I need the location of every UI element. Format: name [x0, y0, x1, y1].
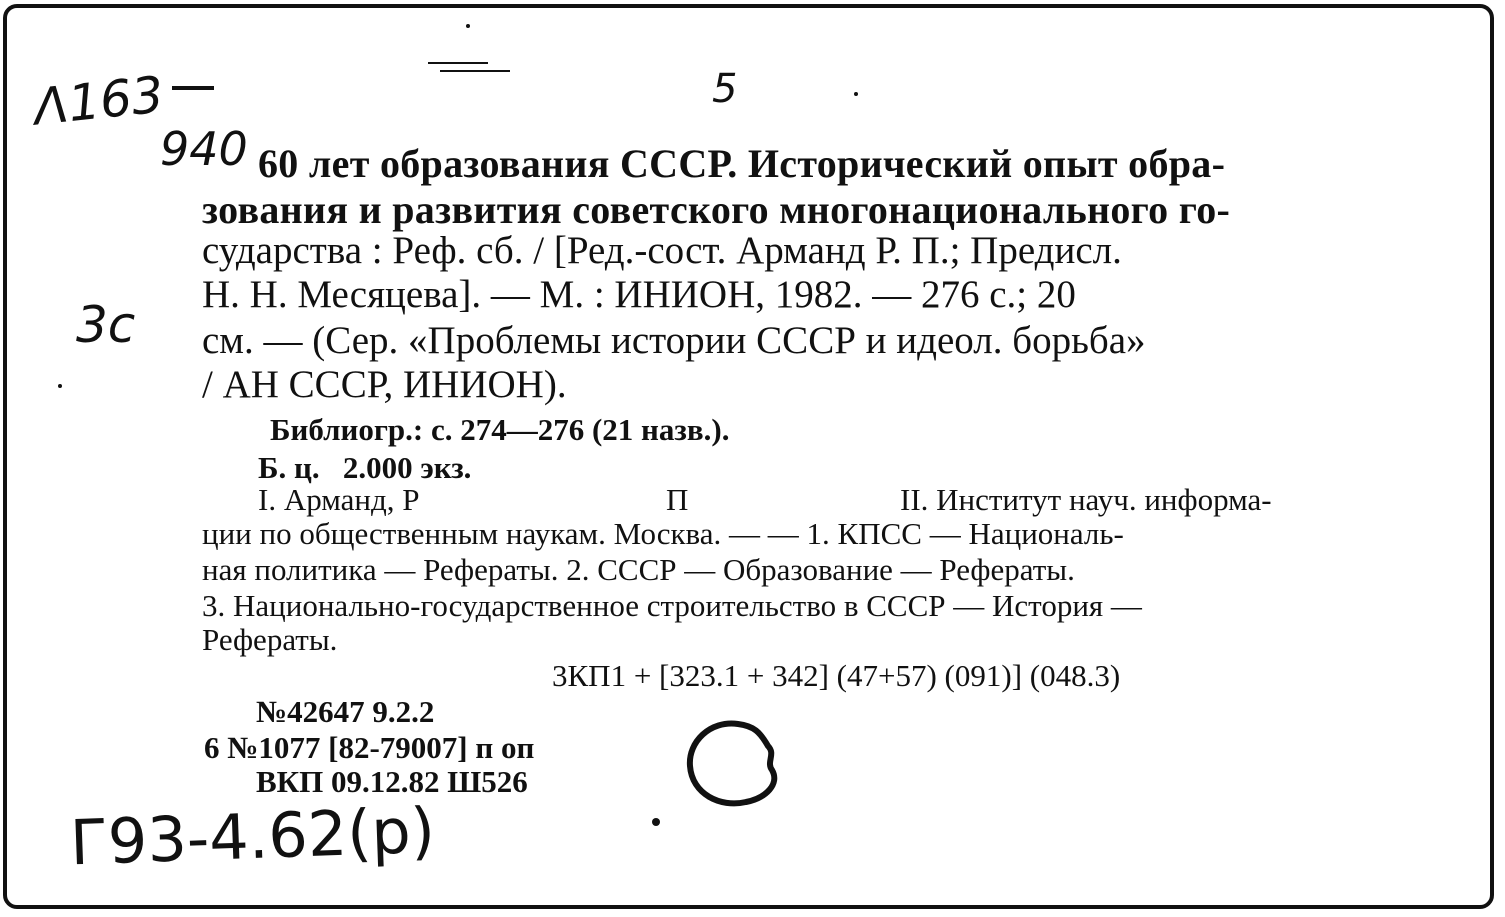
entry-title-line-1: 60 лет образования СССР. Исторический опыт обра-	[258, 141, 1226, 186]
index-entry-b: П	[666, 482, 689, 517]
record-number: №42647 9.2.2	[256, 694, 435, 729]
order-number: 6 №1077 [82-79007] п оп	[204, 730, 535, 765]
entry-line-3: сударства : Реф. сб. / [Ред.-сост. Арманд Р. П.; Предисл.	[202, 229, 1122, 272]
handwritten-mark: 5	[712, 66, 738, 112]
vkp-stamp: ВКП 09.12.82 Ш526	[256, 764, 528, 799]
handwritten-code: Λ163	[31, 65, 167, 137]
handwritten-number: 940	[160, 122, 248, 176]
price-note: Б. ц. 2.000 экз.	[258, 450, 472, 485]
index-line-3: ная политика — Рефераты. 2. СССР — Образование — Рефераты.	[202, 552, 1075, 587]
index-entry-c: II. Институт науч. информа-	[900, 482, 1272, 517]
handwritten-bottom-code: Г93-4.62(р)	[68, 793, 437, 880]
index-entry-a: I. Арманд, Р	[258, 482, 420, 517]
index-line-4: 3. Национально-государственное строительство в СССР — История —	[202, 588, 1142, 623]
index-line-2: ции по общественным наукам. Москва. — — 1. КПСС — Националь-	[202, 516, 1124, 551]
index-line-5: Рефераты.	[202, 622, 338, 657]
entry-title-line-2: зования и развития советского многонационального го-	[202, 187, 1231, 232]
entry-line-6: / АН СССР, ИНИОН).	[202, 363, 567, 406]
handwritten-margin-note: 3c	[76, 296, 136, 354]
bibliography-note: Библиогр.: с. 274—276 (21 назв.).	[270, 412, 730, 447]
classification-code: 3КП1 + [323.1 + 342] (47+57) (091)] (048.3)	[552, 658, 1121, 693]
entry-line-4: Н. Н. Месяцева]. — М. : ИНИОН, 1982. — 276 с.; 20	[202, 273, 1076, 316]
entry-line-5: см. — (Сер. «Проблемы истории СССР и идеол. борьба»	[202, 319, 1146, 362]
